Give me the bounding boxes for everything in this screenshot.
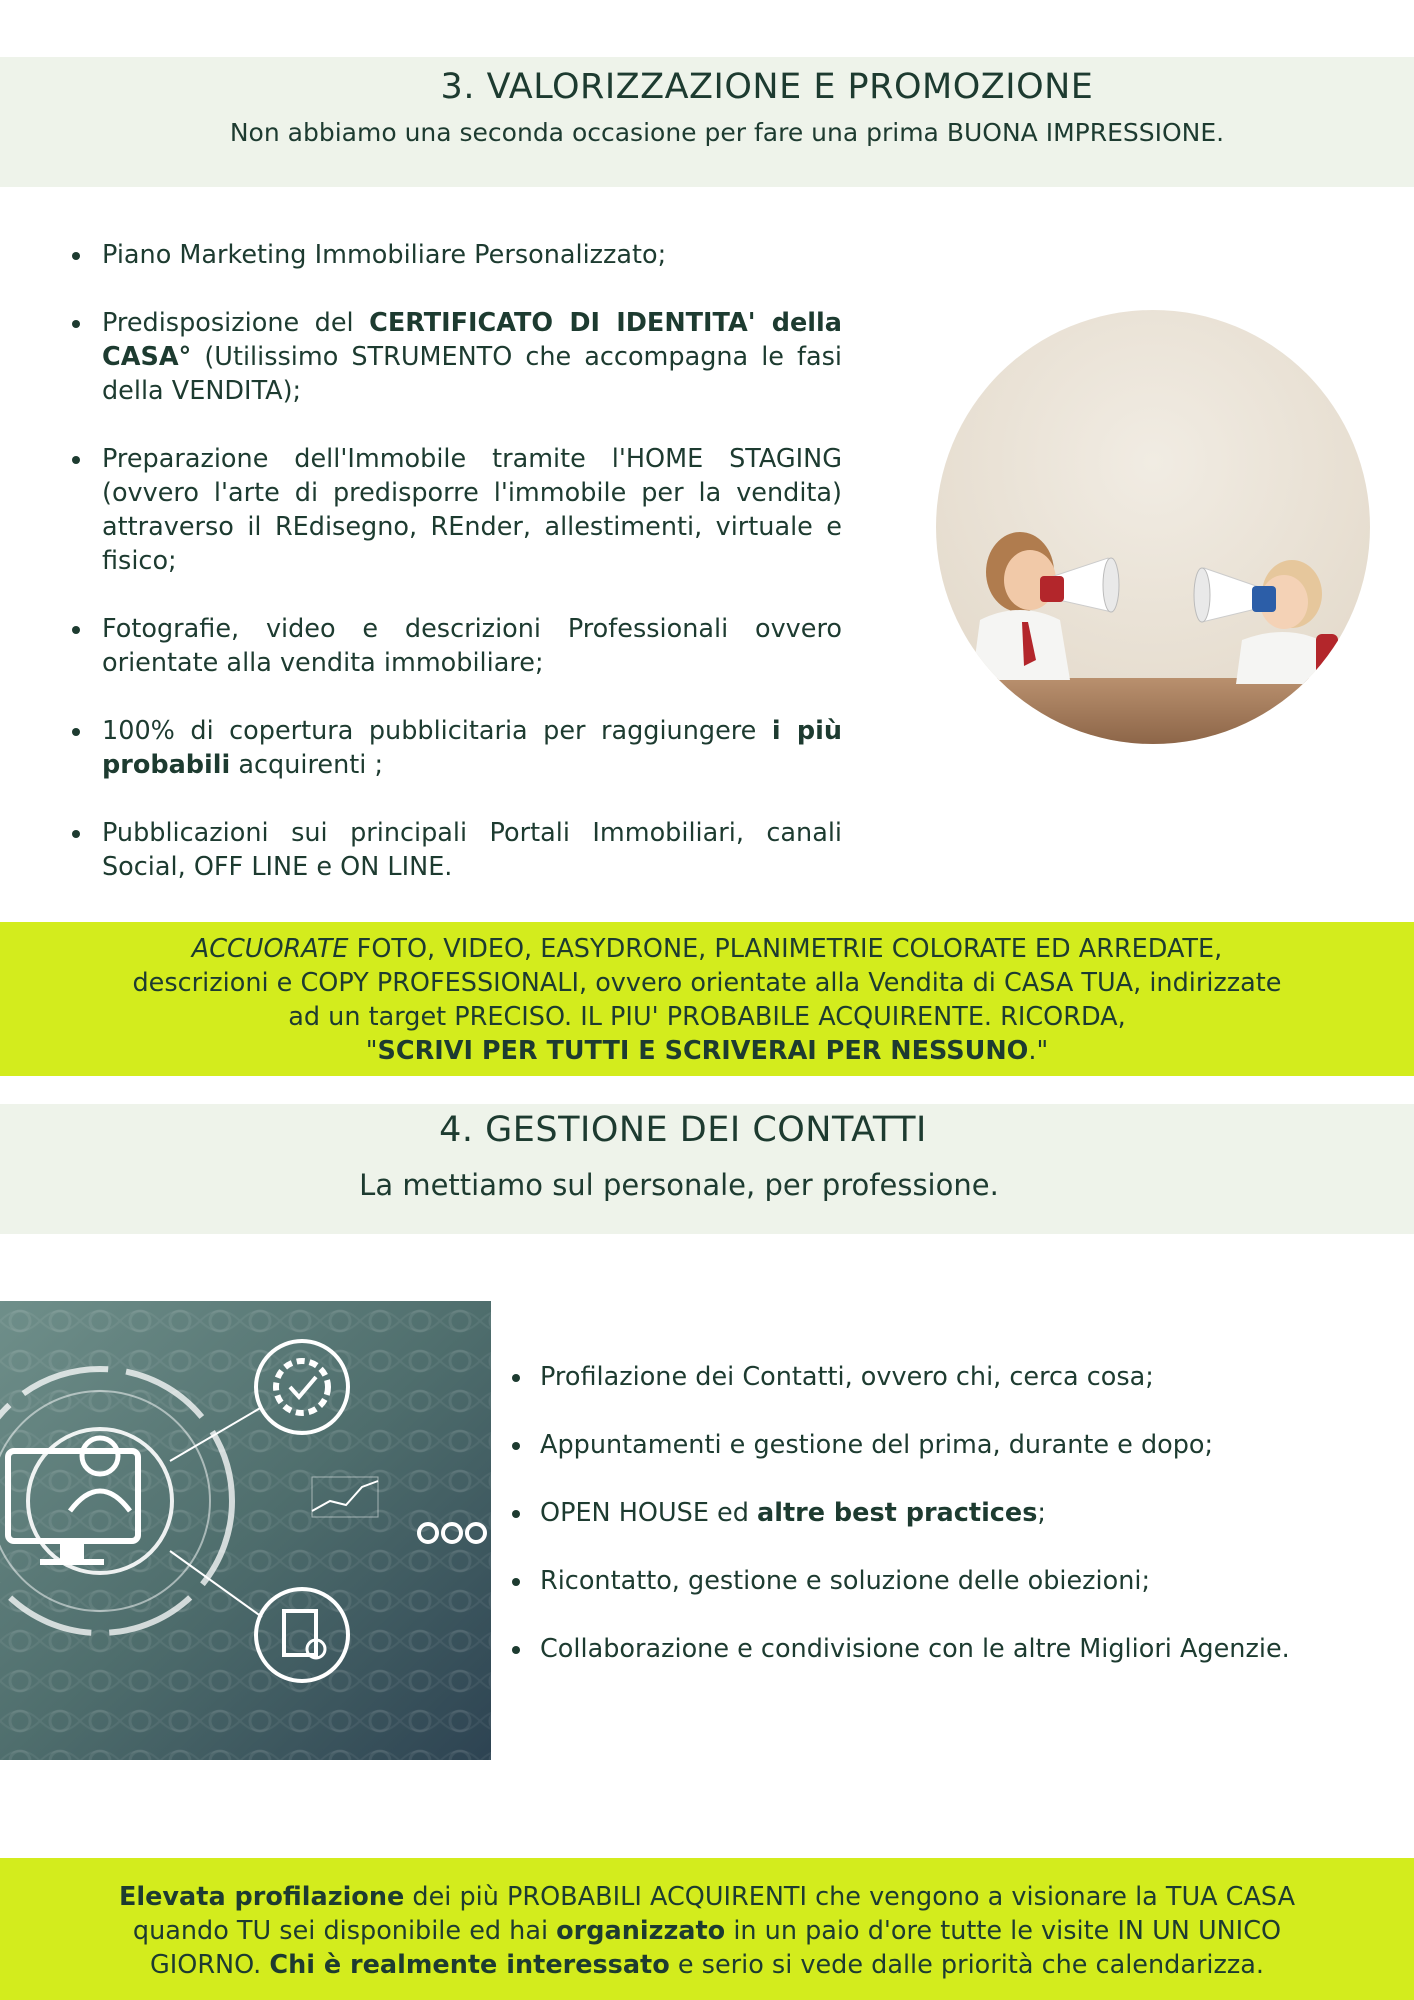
digital-profile-illustration — [0, 1301, 491, 1760]
section-4-list — [508, 1360, 1388, 1700]
section-3-bullet-item-text: Predisposizione del — [102, 308, 370, 338]
profiling-note-text — [60, 1880, 1354, 1982]
section-3-bullet-item-text: Pubblicazioni sui principali Portali Immobiliari, canali Social, OFF LINE e ON LINE. — [102, 818, 842, 882]
media-note-text — [60, 932, 1354, 1068]
section-4-bullet-item-text: Collaborazione e condivisione con le altre Migliori Agenzie. — [540, 1634, 1290, 1664]
section-4-bullet-item — [508, 1496, 1388, 1530]
section-4-bullet-item-text: Profilazione dei Contatti, ovvero chi, cerca cosa; — [540, 1362, 1154, 1392]
section-4-header — [0, 1104, 1414, 1234]
section-4-bullet-item-text: Appuntamenti e gestione del prima, durante e dopo; — [540, 1430, 1214, 1460]
kids-megaphone-illustration — [936, 310, 1370, 744]
section-4-bullet-item-text: Ricontatto, gestione e soluzione delle obiezioni; — [540, 1566, 1151, 1596]
media-note-line-1: FOTO, VIDEO, EASYDRONE, PLANIMETRIE COLORATE ED ARREDATE, — [348, 934, 1223, 964]
media-note-line-3: ad un target PRECISO. IL PIU' PROBABILE ACQUIRENTE. RICORDA, — [288, 1002, 1126, 1032]
section-3-bullet-item-text: (Utilissimo STRUMENTO che accompagna le fasi della VENDITA); — [102, 342, 842, 406]
profiling-note-bold-1: Elevata profilazione — [118, 1882, 405, 1912]
section-4-title: 4. GESTIONE DEI CONTATTI — [439, 1110, 927, 1150]
media-note-quote: SCRIVI PER TUTTI E SCRIVERAI PER NESSUNO — [377, 1036, 1029, 1066]
quote-open: " — [365, 1036, 378, 1066]
section-3-header — [0, 57, 1414, 187]
profiling-note-text-4: GIORNO. — [149, 1950, 270, 1980]
profiling-note-text-3: in un paio d'ore tutte le visite IN UN UNICO — [725, 1916, 1282, 1946]
section-3-bullet-item-text: i più probabili — [102, 716, 842, 780]
section-3-bullet-item-text: Preparazione dell'Immobile tramite l'HOME STAGING (ovvero l'arte di predisporre l'immobile per la vendita) attraverso il REdisegno, REnder, allestimenti, virtuale e fisico; — [102, 444, 842, 576]
kids-megaphone-photo — [936, 310, 1370, 744]
section-4-bullet-item-text: altre best practices — [757, 1498, 1038, 1528]
section-3-subtitle: Non abbiamo una seconda occasione per fare una prima BUONA IMPRESSIONE. — [229, 118, 1225, 147]
profiling-note-bold-3: Chi è realmente interessato — [269, 1950, 670, 1980]
quote-close: ." — [1028, 1036, 1049, 1066]
section-3-bullet-item — [68, 714, 842, 782]
section-4-bullet-item — [508, 1632, 1388, 1666]
profiling-note-text-2: quando TU sei disponibile ed hai — [132, 1916, 557, 1946]
media-note-line-2: descrizioni e COPY PROFESSIONALI, ovvero orientate alla Vendita di CASA TUA, indirizzate — [132, 968, 1282, 998]
section-3-bullet-item — [68, 238, 842, 272]
section-3-bullet-item-text: acquirenti ; — [230, 750, 384, 780]
section-4-subtitle: La mettiamo sul personale, per professione. — [359, 1168, 999, 1202]
section-3-bullet-item — [68, 816, 842, 884]
section-4-bullet-item-text: OPEN HOUSE ed — [540, 1498, 758, 1528]
section-4-bullet-item-text: ; — [1037, 1498, 1046, 1528]
profiling-note-bold-2: organizzato — [556, 1916, 726, 1946]
media-note-italic: ACCUORATE — [191, 934, 349, 964]
section-3-bullet-item — [68, 442, 842, 578]
section-3-bullet-item — [68, 612, 842, 680]
section-3-bullet-item — [68, 306, 842, 408]
section-3-bullet-item-text: CERTIFICATO DI IDENTITA' della CASA° — [102, 308, 843, 372]
digital-contacts-image — [0, 1301, 491, 1760]
profiling-note-banner — [0, 1858, 1414, 2000]
section-3-bullet-item-text: Fotografie, video e descrizioni Professionali ovvero orientate alla vendita immobiliare; — [102, 614, 842, 678]
section-3-list — [68, 238, 842, 918]
section-4-bullet-item — [508, 1564, 1388, 1598]
profiling-note-text-1: dei più PROBABILI ACQUIRENTI che vengono a visionare la TUA CASA — [404, 1882, 1296, 1912]
media-note-banner — [0, 922, 1414, 1076]
section-3-bullet-item-text: Piano Marketing Immobiliare Personalizzato; — [102, 240, 667, 270]
section-3-bullet-item-text: 100% di copertura pubblicitaria per raggiungere — [102, 716, 772, 746]
section-3-title: 3. VALORIZZAZIONE E PROMOZIONE — [440, 67, 1094, 107]
profiling-note-text-5: e serio si vede dalle priorità che calendarizza. — [669, 1950, 1265, 1980]
section-4-bullet-item — [508, 1360, 1388, 1394]
section-4-bullet-item — [508, 1428, 1388, 1462]
